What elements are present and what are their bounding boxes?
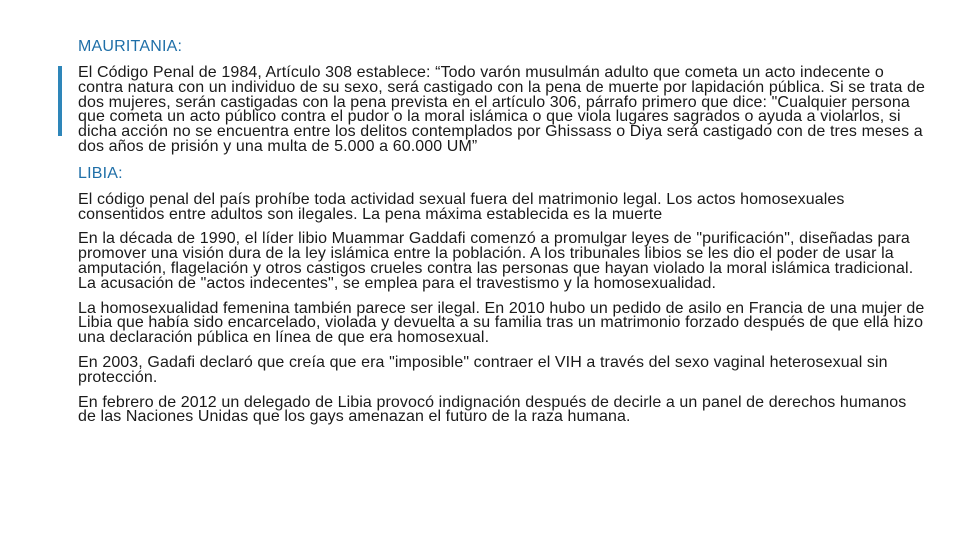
paragraph-libia-1: El código penal del país prohíbe toda actividad sexual fuera del matrimonio legal. Los actos homosexuales consentidos entre adultos son ilegales. La pena máxima establecida es la muerte [78,190,845,223]
heading-libia: LIBIA: [78,164,123,182]
paragraph-libia-5: En febrero de 2012 un delegado de Libia provocó indignación después de decirle a un panel de derechos humanos de las Naciones Unidas que los gays amenazan el futuro de la raza humana. [78,393,907,426]
paragraph-libia-4: En 2003, Gadafi declaró que creía que era "imposible" contraer el VIH a través del sexo vaginal heterosexual sin protección. [78,353,888,386]
heading-mauritania: MAURITANIA: [78,38,183,55]
accent-bar [58,66,62,136]
paragraph-mauritania: El Código Penal de 1984, Artículo 308 establece: “Todo varón musulmán adulto que cometa un acto indecente o contra natura con un individuo de su sexo, será castigado con la pena de muerte por lapidación pública. Si se trata de dos mujeres, serán castigadas con la pena prevista en el artículo 306, párrafo primero que dice: "Cualquier persona que cometa un acto público contra el pudor o la moral islámica o que viola lugares sagrados o ayuda a violarlos, si dicha acción no se encuentra entre los delitos contemplados por Ghissass o Diya será castigado con de tres meses a dos años de prisión y una multa de 5.000 a 60.000 UM” [78,64,925,155]
slide-content [78,38,928,435]
paragraph-libia-3: La homosexualidad femenina también parece ser ilegal. En 2010 hubo un pedido de asilo en Francia de una mujer de Libia que había sido encarcelado, violada y devuelta a su familia tras un matrimonio forzado después de que ella hizo una declaración pública en línea de que era homosexual. [78,299,925,347]
paragraph-libia-2: En la década de 1990, el líder libio Muammar Gaddafi comenzó a promulgar leyes de "purificación", diseñadas para promover una visión dura de la ley islámica entre la población. A los tribunales libios se les dio el poder de usar la amputación, flagelación y otros castigos crueles contra las personas que hayan violado la moral islámica tradicional. La acusación de "actos indecentes", se emplea para el travestismo y la homosexualidad. [78,230,914,292]
